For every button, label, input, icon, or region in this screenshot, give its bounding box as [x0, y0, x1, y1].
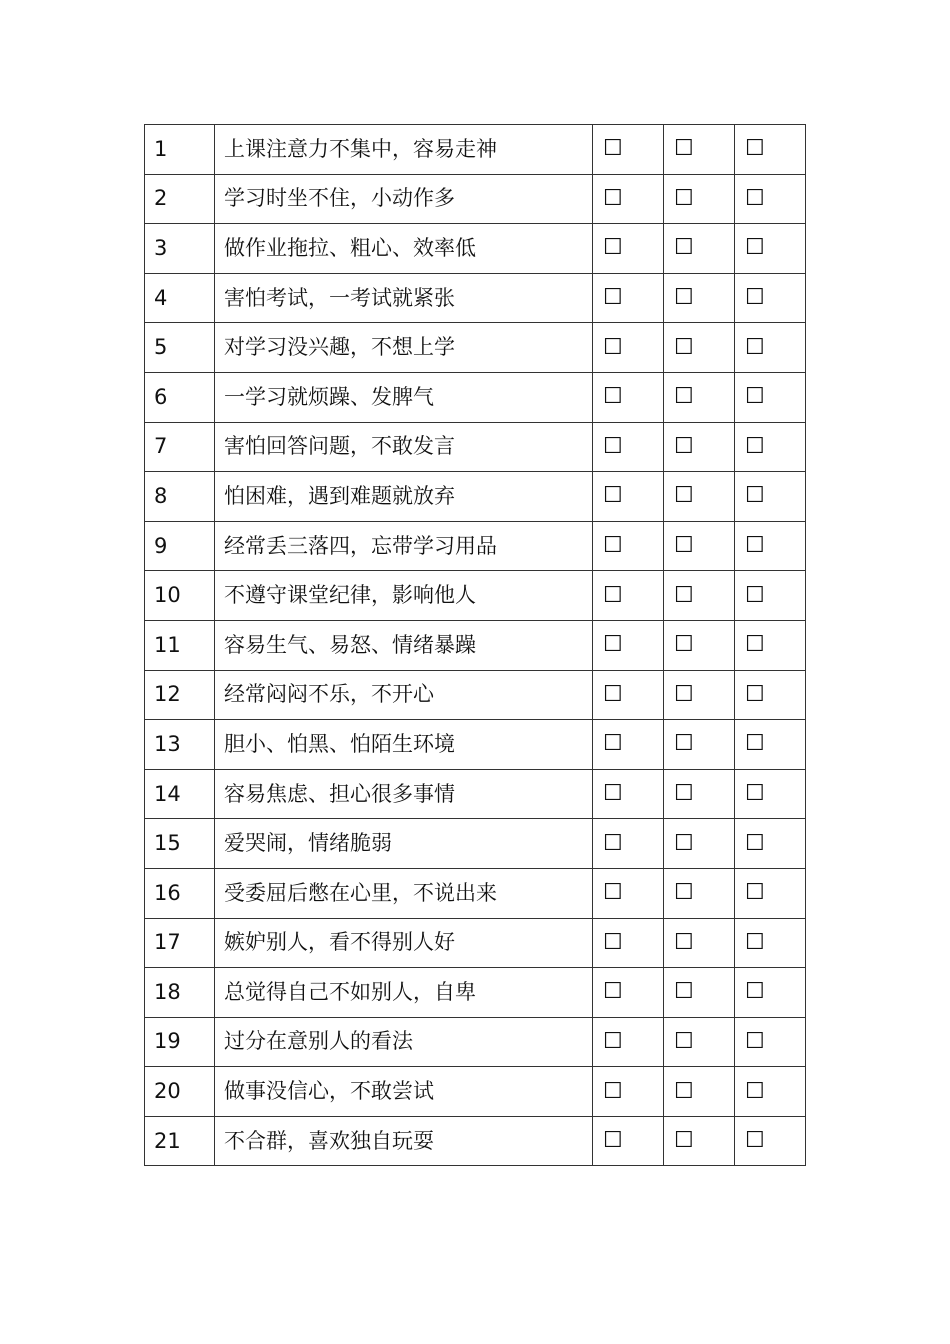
checkbox-cell	[593, 521, 664, 571]
checkbox-cell	[664, 521, 735, 571]
checkbox-icon[interactable]: ☐	[603, 483, 623, 509]
item-number: 8	[145, 472, 215, 522]
checkbox-icon[interactable]: ☐	[674, 979, 694, 1005]
table-row	[145, 571, 806, 621]
checkbox-icon[interactable]: ☐	[603, 830, 623, 856]
table-row	[145, 720, 806, 770]
checkbox-icon[interactable]: ☐	[745, 136, 765, 162]
checkbox-cell	[735, 1017, 806, 1067]
checkbox-cell	[735, 422, 806, 472]
table-row	[145, 372, 806, 422]
item-number: 17	[145, 918, 215, 968]
checkbox-icon[interactable]: ☐	[603, 582, 623, 608]
checkbox-cell	[664, 819, 735, 869]
checkbox-icon[interactable]: ☐	[745, 433, 765, 459]
checkbox-cell	[593, 868, 664, 918]
item-description: 容易生气、易怒、情绪暴躁	[215, 620, 593, 670]
checkbox-cell	[664, 472, 735, 522]
checkbox-cell	[593, 918, 664, 968]
checkbox-icon[interactable]: ☐	[674, 929, 694, 955]
checkbox-cell	[593, 422, 664, 472]
item-number: 15	[145, 819, 215, 869]
checkbox-icon[interactable]: ☐	[603, 334, 623, 360]
checkbox-cell	[735, 521, 806, 571]
checkbox-icon[interactable]: ☐	[745, 830, 765, 856]
table-row	[145, 670, 806, 720]
checkbox-cell	[664, 273, 735, 323]
checkbox-cell	[664, 868, 735, 918]
checkbox-icon[interactable]: ☐	[674, 235, 694, 261]
checkbox-icon[interactable]: ☐	[674, 334, 694, 360]
checkbox-cell	[664, 720, 735, 770]
checkbox-icon[interactable]: ☐	[674, 681, 694, 707]
checkbox-icon[interactable]: ☐	[603, 731, 623, 757]
checkbox-cell	[735, 323, 806, 373]
checkbox-cell	[593, 1116, 664, 1166]
checkbox-icon[interactable]: ☐	[745, 582, 765, 608]
checkbox-cell	[735, 571, 806, 621]
table-row	[145, 819, 806, 869]
checkbox-cell	[593, 1017, 664, 1067]
item-number: 20	[145, 1067, 215, 1117]
checkbox-icon[interactable]: ☐	[674, 1028, 694, 1054]
checkbox-cell	[735, 670, 806, 720]
checkbox-cell	[664, 968, 735, 1018]
checkbox-icon[interactable]: ☐	[674, 285, 694, 311]
table-row	[145, 422, 806, 472]
checkbox-icon[interactable]: ☐	[745, 334, 765, 360]
checkbox-icon[interactable]: ☐	[745, 731, 765, 757]
checklist-sheet	[144, 124, 806, 1166]
checkbox-icon[interactable]: ☐	[674, 582, 694, 608]
checkbox-cell	[735, 1067, 806, 1117]
item-number: 10	[145, 571, 215, 621]
checkbox-icon[interactable]: ☐	[674, 1078, 694, 1104]
checkbox-cell	[593, 769, 664, 819]
table-row	[145, 868, 806, 918]
checkbox-icon[interactable]: ☐	[674, 1128, 694, 1154]
checkbox-icon[interactable]: ☐	[674, 781, 694, 807]
item-description: 一学习就烦躁、发脾气	[215, 372, 593, 422]
item-number: 1	[145, 125, 215, 175]
item-number: 12	[145, 670, 215, 720]
checkbox-cell	[593, 620, 664, 670]
table-row	[145, 620, 806, 670]
checkbox-cell	[735, 720, 806, 770]
item-description: 经常闷闷不乐，不开心	[215, 670, 593, 720]
item-description: 上课注意力不集中，容易走神	[215, 125, 593, 175]
checkbox-cell	[735, 472, 806, 522]
checkbox-cell	[664, 372, 735, 422]
checkbox-cell	[735, 968, 806, 1018]
checkbox-icon[interactable]: ☐	[745, 781, 765, 807]
item-description: 做事没信心，不敢尝试	[215, 1067, 593, 1117]
table-row	[145, 1017, 806, 1067]
item-description: 嫉妒别人，看不得别人好	[215, 918, 593, 968]
checkbox-cell	[735, 174, 806, 224]
checkbox-icon[interactable]: ☐	[603, 235, 623, 261]
item-number: 2	[145, 174, 215, 224]
checkbox-cell	[664, 670, 735, 720]
checkbox-cell	[664, 224, 735, 274]
checkbox-icon[interactable]: ☐	[603, 681, 623, 707]
item-description: 对学习没兴趣，不想上学	[215, 323, 593, 373]
item-description: 胆小、怕黑、怕陌生环境	[215, 720, 593, 770]
behavior-checklist-table	[144, 124, 806, 1166]
checkbox-icon[interactable]: ☐	[745, 533, 765, 559]
checkbox-cell	[593, 670, 664, 720]
checkbox-icon[interactable]: ☐	[674, 384, 694, 410]
checkbox-icon[interactable]: ☐	[603, 1128, 623, 1154]
checkbox-icon[interactable]: ☐	[603, 781, 623, 807]
checkbox-icon[interactable]: ☐	[674, 136, 694, 162]
checkbox-icon[interactable]: ☐	[674, 731, 694, 757]
checkbox-icon[interactable]: ☐	[674, 483, 694, 509]
checkbox-icon[interactable]: ☐	[603, 285, 623, 311]
checkbox-icon[interactable]: ☐	[603, 136, 623, 162]
checkbox-icon[interactable]: ☐	[674, 632, 694, 658]
checkbox-cell	[664, 174, 735, 224]
table-row	[145, 918, 806, 968]
item-number: 5	[145, 323, 215, 373]
item-description: 经常丢三落四，忘带学习用品	[215, 521, 593, 571]
table-row	[145, 125, 806, 175]
checkbox-cell	[664, 571, 735, 621]
item-number: 3	[145, 224, 215, 274]
checkbox-icon[interactable]: ☐	[603, 185, 623, 211]
checkbox-icon[interactable]: ☐	[603, 979, 623, 1005]
checkbox-cell	[664, 620, 735, 670]
checkbox-icon[interactable]: ☐	[745, 880, 765, 906]
checkbox-icon[interactable]: ☐	[745, 929, 765, 955]
item-description: 做作业拖拉、粗心、效率低	[215, 224, 593, 274]
table-row	[145, 1067, 806, 1117]
checkbox-cell	[593, 323, 664, 373]
item-number: 4	[145, 273, 215, 323]
item-description: 害怕回答问题，不敢发言	[215, 422, 593, 472]
item-description: 容易焦虑、担心很多事情	[215, 769, 593, 819]
checkbox-cell	[735, 868, 806, 918]
table-row	[145, 323, 806, 373]
table-row	[145, 224, 806, 274]
item-description: 学习时坐不住，小动作多	[215, 174, 593, 224]
checkbox-cell	[664, 422, 735, 472]
checkbox-icon[interactable]: ☐	[674, 185, 694, 211]
checkbox-icon[interactable]: ☐	[745, 1028, 765, 1054]
checkbox-icon[interactable]: ☐	[745, 632, 765, 658]
table-row	[145, 968, 806, 1018]
checklist-body	[145, 125, 806, 1166]
checkbox-cell	[664, 1017, 735, 1067]
checkbox-icon[interactable]: ☐	[745, 483, 765, 509]
checkbox-cell	[593, 720, 664, 770]
checkbox-cell	[735, 819, 806, 869]
table-row	[145, 1116, 806, 1166]
checkbox-icon[interactable]: ☐	[745, 1128, 765, 1154]
checkbox-cell	[735, 620, 806, 670]
checkbox-icon[interactable]: ☐	[745, 285, 765, 311]
checkbox-icon[interactable]: ☐	[603, 384, 623, 410]
checkbox-cell	[593, 571, 664, 621]
checkbox-cell	[593, 174, 664, 224]
item-number: 9	[145, 521, 215, 571]
item-description: 害怕考试，一考试就紧张	[215, 273, 593, 323]
checkbox-cell	[593, 224, 664, 274]
table-row	[145, 769, 806, 819]
checkbox-cell	[593, 819, 664, 869]
checkbox-cell	[735, 125, 806, 175]
checkbox-icon[interactable]: ☐	[674, 433, 694, 459]
checkbox-cell	[735, 1116, 806, 1166]
checkbox-icon[interactable]: ☐	[603, 632, 623, 658]
checkbox-cell	[735, 372, 806, 422]
checkbox-icon[interactable]: ☐	[745, 384, 765, 410]
checkbox-cell	[593, 273, 664, 323]
checkbox-cell	[664, 125, 735, 175]
checkbox-cell	[735, 224, 806, 274]
checkbox-icon[interactable]: ☐	[745, 185, 765, 211]
checkbox-cell	[664, 769, 735, 819]
item-description: 怕困难，遇到难题就放弃	[215, 472, 593, 522]
item-description: 过分在意别人的看法	[215, 1017, 593, 1067]
checkbox-icon[interactable]: ☐	[603, 433, 623, 459]
checkbox-icon[interactable]: ☐	[674, 880, 694, 906]
table-row	[145, 174, 806, 224]
item-description: 不合群，喜欢独自玩耍	[215, 1116, 593, 1166]
checkbox-cell	[664, 918, 735, 968]
table-row	[145, 273, 806, 323]
checkbox-icon[interactable]: ☐	[745, 1078, 765, 1104]
checkbox-icon[interactable]: ☐	[745, 235, 765, 261]
table-row	[145, 472, 806, 522]
checkbox-cell	[664, 1067, 735, 1117]
item-number: 6	[145, 372, 215, 422]
checkbox-icon[interactable]: ☐	[603, 533, 623, 559]
checkbox-cell	[593, 1067, 664, 1117]
item-number: 19	[145, 1017, 215, 1067]
item-description: 总觉得自己不如别人，自卑	[215, 968, 593, 1018]
checkbox-cell	[593, 125, 664, 175]
checkbox-cell	[593, 372, 664, 422]
checkbox-icon[interactable]: ☐	[603, 929, 623, 955]
checkbox-icon[interactable]: ☐	[745, 681, 765, 707]
item-description: 不遵守课堂纪律，影响他人	[215, 571, 593, 621]
item-number: 11	[145, 620, 215, 670]
table-row	[145, 521, 806, 571]
item-number: 18	[145, 968, 215, 1018]
checkbox-icon[interactable]: ☐	[674, 830, 694, 856]
checkbox-cell	[735, 918, 806, 968]
checkbox-cell	[593, 472, 664, 522]
checkbox-icon[interactable]: ☐	[603, 1078, 623, 1104]
item-description: 爱哭闹，情绪脆弱	[215, 819, 593, 869]
checkbox-icon[interactable]: ☐	[603, 1028, 623, 1054]
item-number: 13	[145, 720, 215, 770]
checkbox-cell	[735, 273, 806, 323]
checkbox-icon[interactable]: ☐	[603, 880, 623, 906]
item-number: 7	[145, 422, 215, 472]
item-number: 14	[145, 769, 215, 819]
checkbox-cell	[735, 769, 806, 819]
item-number: 16	[145, 868, 215, 918]
checkbox-cell	[593, 968, 664, 1018]
item-description: 受委屈后憋在心里，不说出来	[215, 868, 593, 918]
checkbox-cell	[664, 323, 735, 373]
item-number: 21	[145, 1116, 215, 1166]
checkbox-cell	[664, 1116, 735, 1166]
checkbox-icon[interactable]: ☐	[674, 533, 694, 559]
checkbox-icon[interactable]: ☐	[745, 979, 765, 1005]
